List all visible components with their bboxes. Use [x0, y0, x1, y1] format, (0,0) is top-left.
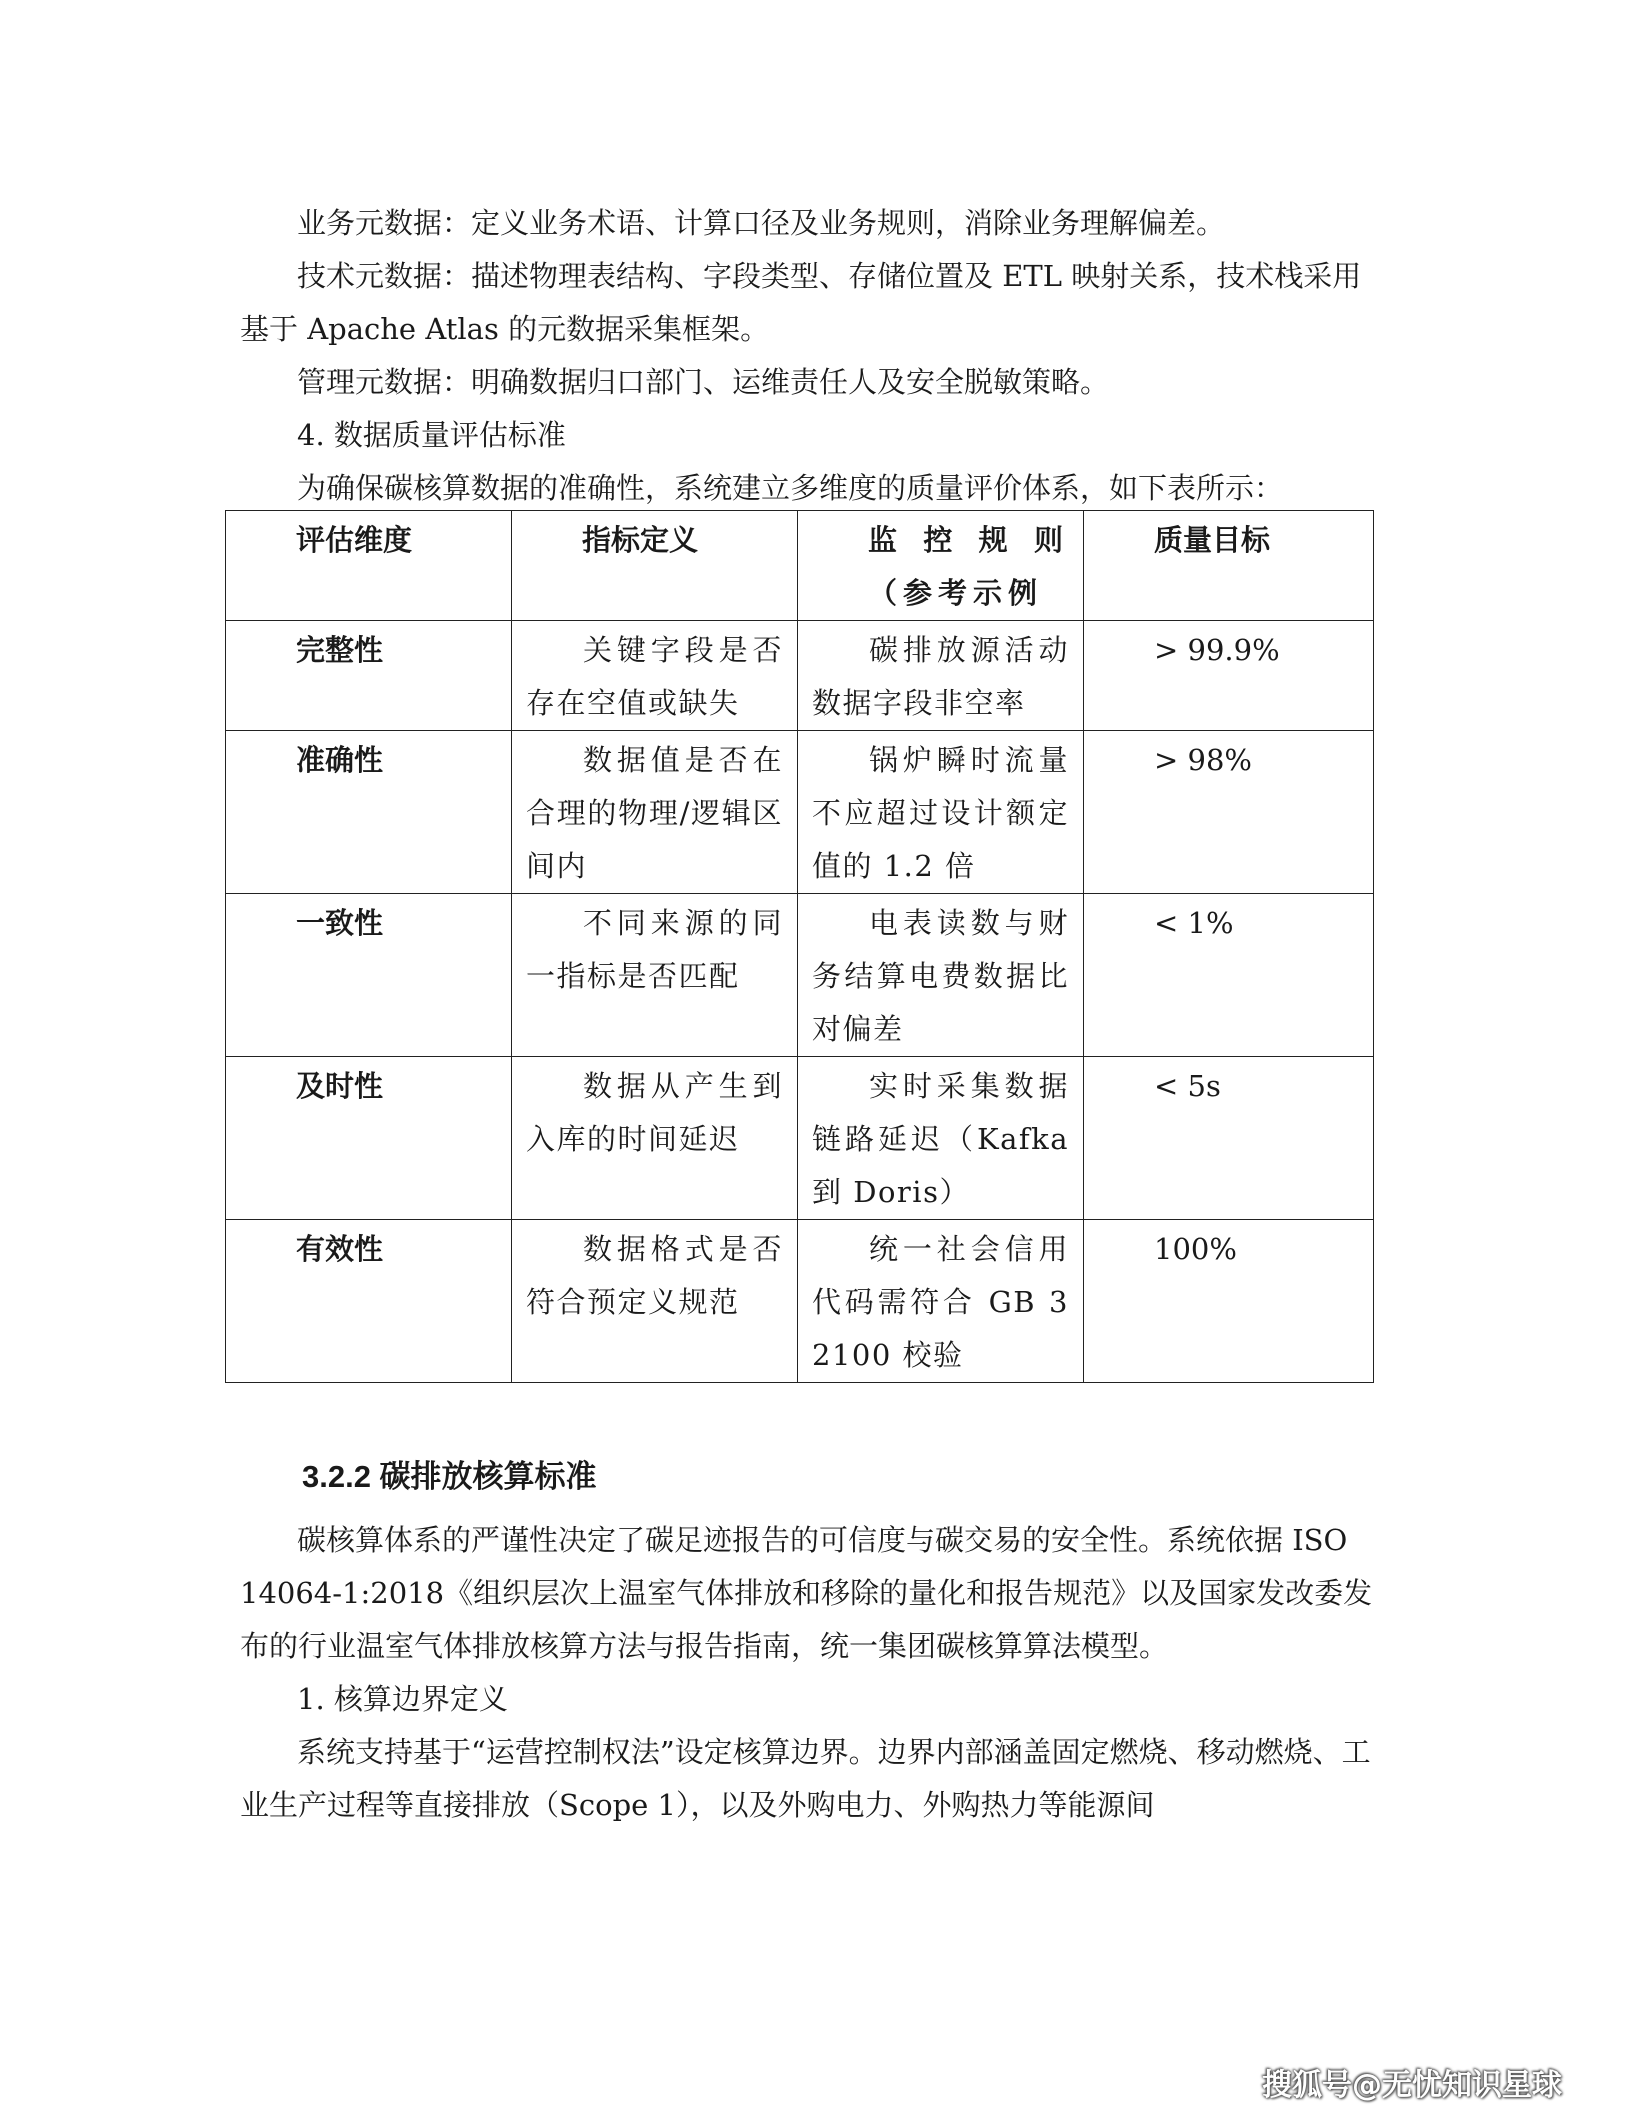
cell-target: < 5s: [1084, 1057, 1374, 1220]
table-row: [226, 1220, 1374, 1383]
cell-rule: 碳排放源活动数据字段非空率: [798, 621, 1084, 731]
cell-definition: 不同来源的同一指标是否匹配: [512, 894, 798, 1057]
table-header-row: [226, 511, 1374, 621]
section-heading: 3.2.2 碳排放核算标准: [302, 1459, 597, 1494]
table-row: [226, 1057, 1374, 1220]
cell-definition: 数据格式是否符合预定义规范: [512, 1220, 798, 1383]
header-rule: 监控规则（参考示例: [798, 511, 1084, 621]
cell-dimension: 准确性: [226, 731, 512, 894]
cell-target: < 1%: [1084, 894, 1374, 1057]
cell-definition: 数据值是否在合理的物理/逻辑区间内: [512, 731, 798, 894]
header-definition: 指标定义: [512, 511, 798, 621]
boundary-paragraph: 系统支持基于“运营控制权法”设定核算边界。边界内部涵盖固定燃烧、移动燃烧、工业生产过程等直接排放（Scope 1），以及外购电力、外购热力等能源间: [240, 1735, 1371, 1822]
cell-dimension: 有效性: [226, 1220, 512, 1383]
table-row: [226, 894, 1374, 1057]
cell-dimension: 一致性: [226, 894, 512, 1057]
header-dimension: 评估维度: [226, 511, 512, 621]
cell-rule: 实时采集数据链路延迟（Kafka 到 Doris）: [798, 1057, 1084, 1220]
list-item-boundary: 1. 核算边界定义: [297, 1682, 508, 1716]
table-row: [226, 621, 1374, 731]
technical-metadata-paragraph: 技术元数据：描述物理表结构、字段类型、存储位置及 ETL 映射关系，技术栈采用基于 Apache Atlas 的元数据采集框架。: [240, 259, 1362, 346]
cell-dimension: 及时性: [226, 1057, 512, 1220]
section-intro-paragraph: 碳核算体系的严谨性决定了碳足迹报告的可信度与碳交易的安全性。系统依据 ISO 14064-1:2018《组织层次上温室气体排放和移除的量化和报告规范》以及国家发改委发布的行业温室气体排放核算方法与报告指南，统一集团碳核算算法模型。: [240, 1523, 1373, 1663]
data-quality-table: [225, 510, 1374, 1383]
header-target: 质量目标: [1084, 511, 1374, 621]
table-intro-paragraph: 为确保碳核算数据的准确性，系统建立多维度的质量评价体系，如下表所示：: [297, 471, 1284, 505]
business-metadata-paragraph: 业务元数据：定义业务术语、计算口径及业务规则，消除业务理解偏差。: [297, 206, 1226, 240]
table-row: [226, 731, 1374, 894]
cell-definition: 数据从产生到入库的时间延迟: [512, 1057, 798, 1220]
cell-dimension: 完整性: [226, 621, 512, 731]
cell-target: > 98%: [1084, 731, 1374, 894]
watermark: 搜狐号@无忧知识星球: [1262, 2068, 1562, 2103]
cell-rule: 电表读数与财务结算电费数据比对偏差: [798, 894, 1084, 1057]
list-item-quality-standards: 4. 数据质量评估标准: [297, 418, 566, 452]
management-metadata-paragraph: 管理元数据：明确数据归口部门、运维责任人及安全脱敏策略。: [297, 365, 1110, 399]
cell-target: 100%: [1084, 1220, 1374, 1383]
cell-definition: 关键字段是否存在空值或缺失: [512, 621, 798, 731]
cell-rule: 锅炉瞬时流量不应超过设计额定值的 1.2 倍: [798, 731, 1084, 894]
cell-rule: 统一社会信用代码需符合 GB 32100 校验: [798, 1220, 1084, 1383]
cell-target: > 99.9%: [1084, 621, 1374, 731]
